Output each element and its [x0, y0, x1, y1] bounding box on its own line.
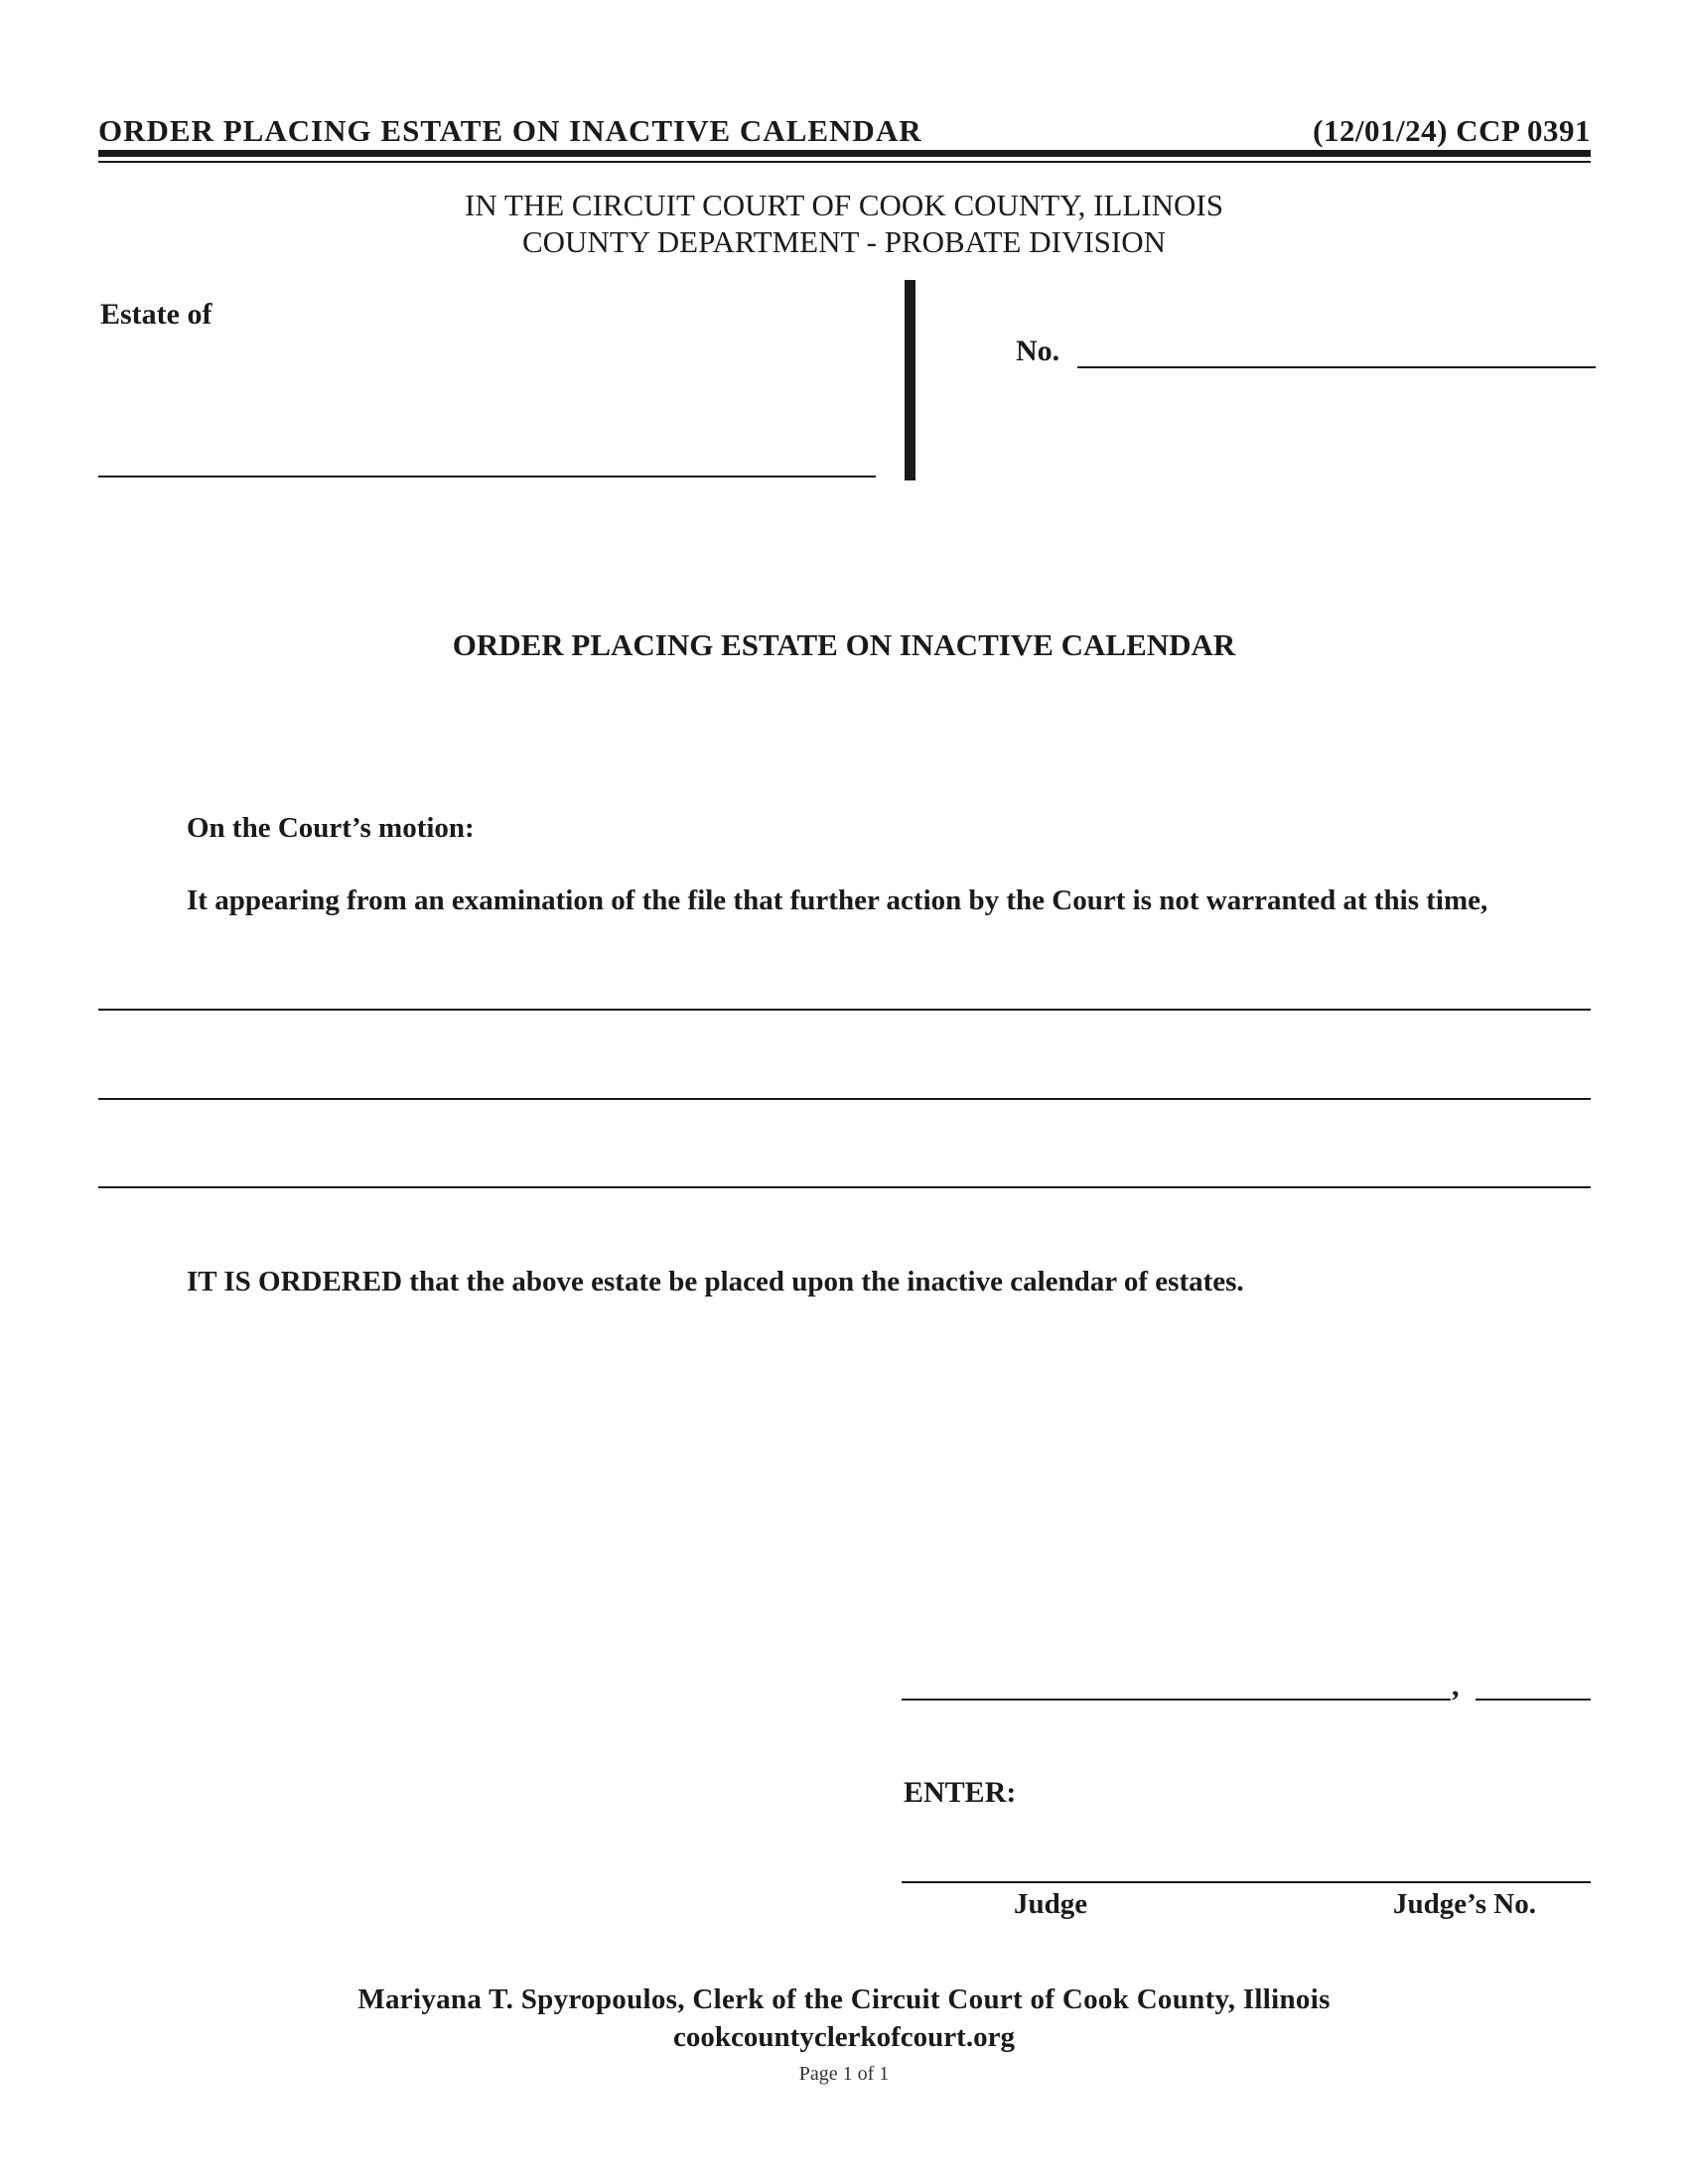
- judge-number-label: Judge’s No.: [1393, 1888, 1536, 1920]
- blank-line-2[interactable]: [98, 1098, 1591, 1100]
- motion-text: On the Court’s motion:: [187, 812, 475, 844]
- judge-signature-field[interactable]: [902, 1881, 1591, 1883]
- judge-label: Judge: [1014, 1888, 1088, 1920]
- case-number-label: No.: [1016, 335, 1060, 367]
- clerk-footer: Mariyana T. Spyropoulos, Clerk of the Circuit Court of Cook County, Illinois: [357, 1983, 1331, 2015]
- clerk-website: cookcountyclerkofcourt.org: [673, 2021, 1015, 2053]
- enter-label: ENTER:: [904, 1776, 1017, 1809]
- date-comma: ,: [1452, 1670, 1460, 1703]
- header-rule-thin: [98, 161, 1591, 163]
- ordered-text: IT IS ORDERED that the above estate be placed upon the inactive calendar of estates.: [187, 1266, 1244, 1297]
- header-rule-thick: [98, 150, 1591, 157]
- caption-divider: [905, 280, 915, 480]
- estate-of-label: Estate of: [100, 298, 212, 331]
- court-division: COUNTY DEPARTMENT - PROBATE DIVISION: [521, 224, 1167, 259]
- form-code: (12/01/24) CCP 0391: [1313, 113, 1591, 148]
- page-number: Page 1 of 1: [798, 2063, 890, 2085]
- estate-name-field[interactable]: [98, 476, 876, 478]
- date-field[interactable]: [902, 1699, 1451, 1701]
- case-number-field[interactable]: [1077, 366, 1596, 368]
- year-field[interactable]: [1476, 1699, 1591, 1701]
- blank-line-3[interactable]: [98, 1186, 1591, 1188]
- form-header-title: ORDER PLACING ESTATE ON INACTIVE CALENDAR: [98, 113, 922, 148]
- blank-line-1[interactable]: [98, 1009, 1591, 1011]
- finding-text: It appearing from an examination of the file that further action by the Court is not warranted at this time,: [187, 885, 1488, 916]
- order-title: ORDER PLACING ESTATE ON INACTIVE CALENDAR: [452, 627, 1236, 662]
- court-name: IN THE CIRCUIT COURT OF COOK COUNTY, ILLINOIS: [465, 188, 1223, 222]
